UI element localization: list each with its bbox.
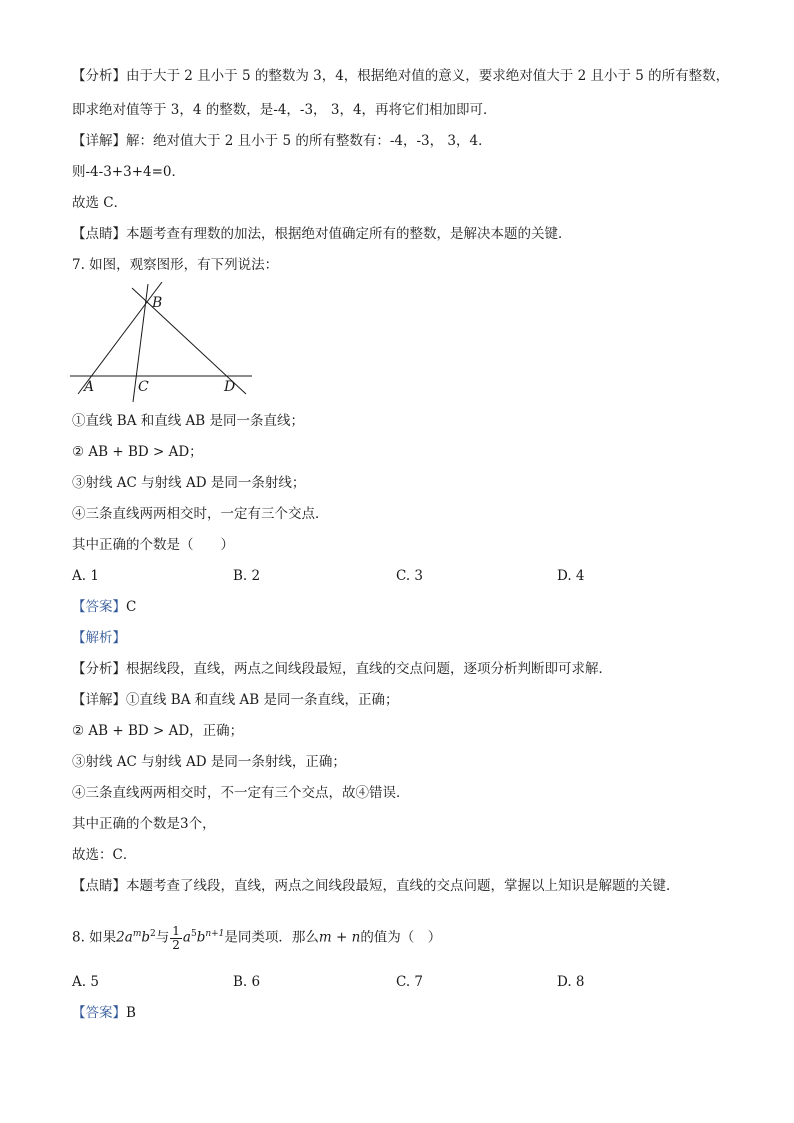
q7-option-c: C. 3 [396, 568, 424, 584]
q8-mn: m + n [318, 929, 361, 946]
q7-xj-text-5: 其中正确的个数是3个， [72, 816, 216, 832]
q8-fraction [170, 925, 182, 952]
q7-statement-2: ② AB + BD > AD； [72, 444, 203, 460]
q8-option-d: D. 8 [557, 974, 585, 990]
q8-term1-exp-m: m [132, 929, 142, 939]
q7-xj-text-1: ①直线 BA 和直线 AB 是同一条直线，正确； [126, 692, 399, 708]
comment-tag: 【点睛】 [72, 226, 126, 242]
q7-answer-line [72, 597, 136, 617]
detail-line [72, 131, 492, 151]
q7-xj-line-1 [72, 690, 399, 710]
q7-xj-text-3: ③射线 AC 与射线 AD 是同一条射线，正确； [72, 754, 346, 770]
q7-xj-text-6: 故选：C． [72, 847, 137, 863]
comment-line [72, 224, 572, 244]
q8-frac-num: 1 [172, 923, 180, 938]
q7-jiexi-tag: 【解析】 [72, 630, 126, 646]
q8-option-a: A. 5 [72, 974, 99, 990]
analysis-line-1 [72, 66, 729, 86]
analysis-text-1: 由于大于 2 且小于 5 的整数为 3，4，根据绝对值的意义，要求绝对值大于 2 且小于 5 的所有整数， [126, 68, 730, 84]
q8-term2-b: b [196, 929, 206, 946]
q7-dj-tag: 【点睛】 [72, 878, 126, 894]
q7-option-a: A. 1 [72, 568, 99, 584]
q8-answer-tag: 【答案】 [72, 1005, 126, 1021]
q7-answer: C [126, 599, 137, 615]
q8-frac-den: 2 [172, 937, 180, 952]
q7-fx-line [72, 659, 612, 679]
q7-analysis-tag [72, 628, 126, 648]
q7-stem: 7. 如图，观察图形，有下列说法： [72, 257, 279, 273]
q8-suffix: 是同类项．那么 [224, 929, 319, 946]
q7-figure [70, 282, 260, 404]
q8-stem [72, 919, 441, 953]
label-d: D [224, 379, 236, 395]
choice-line: 故选 C． [72, 195, 128, 211]
q8-mid: 与 [155, 929, 170, 946]
q8-term1-b: b [141, 929, 151, 946]
label-c: C [138, 379, 149, 395]
q7-ask: 其中正确的个数是（ ） [72, 537, 234, 553]
label-a: A [84, 379, 95, 395]
q8-answer-line [72, 1003, 136, 1023]
q8-answer: B [126, 1005, 136, 1021]
q7-dj-line [72, 876, 680, 896]
q8-term2-a: a [182, 929, 191, 946]
q8-term2-exp-n: n+1 [205, 929, 225, 939]
q7-xj-text-4: ④三条直线两两相交时，不一定有三个交点，故④错误． [72, 785, 410, 801]
q7-option-d: D. 4 [557, 568, 585, 584]
q8-tail: 的值为（ ） [360, 929, 442, 946]
line-ab [78, 282, 162, 394]
q7-option-b: B. 2 [233, 568, 261, 584]
q7-xj-text-2: ② AB + BD > AD，正确； [72, 723, 244, 739]
q8-term1-exp-2: 2 [150, 929, 156, 939]
q8-option-b: B. 6 [233, 974, 261, 990]
detail-tag: 【详解】 [72, 133, 126, 149]
q7-answer-tag: 【答案】 [72, 599, 126, 615]
comment-text: 本题考查有理数的加法，根据绝对值确定所有的整数，是解决本题的关键． [126, 226, 572, 242]
detail-text: 解：绝对值大于 2 且小于 5 的所有整数有：-4，-3， 3，4． [126, 133, 492, 149]
q7-statement-3: ③射线 AC 与射线 AD 是同一条射线； [72, 475, 306, 491]
calc-line: 则-4-3+3+4=0． [72, 164, 186, 180]
q8-prefix: 8. 如果 [72, 929, 117, 946]
q8-term1: 2a [116, 929, 133, 946]
q7-statement-1: ①直线 BA 和直线 AB 是同一条直线； [72, 413, 305, 429]
q7-fx-text: 根据线段，直线，两点之间线段最短，直线的交点问题，逐项分析判断即可求解． [126, 661, 612, 677]
q7-xj-tag: 【详解】 [72, 692, 126, 708]
label-b: B [152, 295, 163, 311]
q7-fx-tag: 【分析】 [72, 661, 126, 677]
q8-option-c: C. 7 [396, 974, 424, 990]
analysis-text-2: 即求绝对值等于 3，4 的整数，是-4，-3， 3，4，再将它们相加即可． [72, 102, 497, 118]
analysis-tag: 【分析】 [72, 68, 126, 84]
q8-term2-exp-5: 5 [190, 929, 197, 939]
q7-dj-text: 本题考查了线段，直线，两点之间线段最短，直线的交点问题，掌握以上知识是解题的关键． [126, 878, 680, 894]
q7-statement-4: ④三条直线两两相交时，一定有三个交点． [72, 506, 329, 522]
